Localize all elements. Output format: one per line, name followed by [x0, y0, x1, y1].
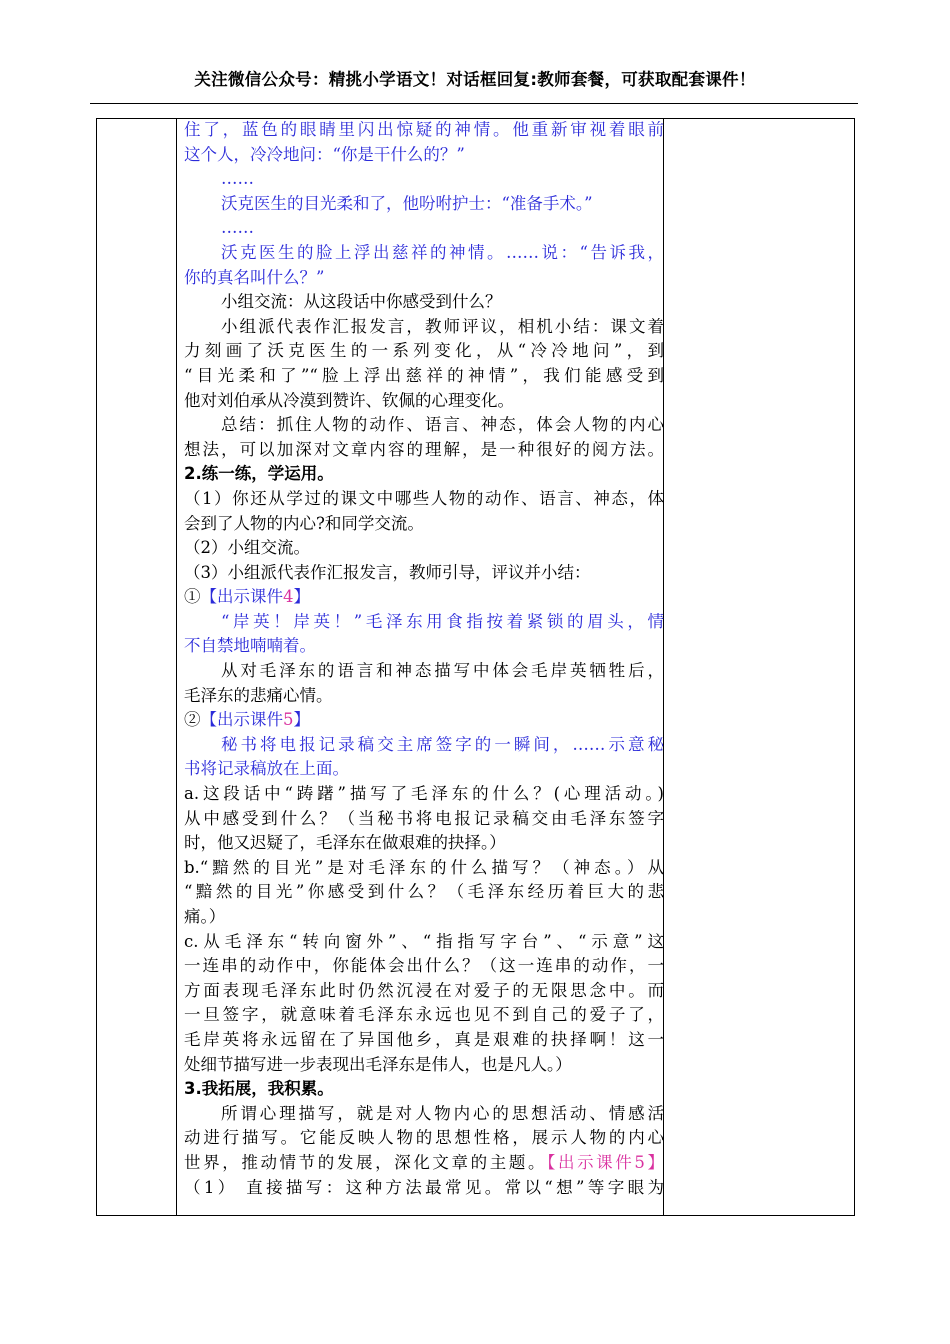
text-line: 沃克医生的目光柔和了，他吩咐护士：“准备手术。”: [221, 193, 593, 213]
text-line: 想法，可以加深对文章内容的理解，是一种很好的阅方法。: [184, 439, 664, 459]
text-line: 他对刘伯承从冷漠到赞许、钦佩的心理变化。: [184, 390, 514, 410]
text-line: 你的真名叫什么？”: [184, 267, 325, 287]
text-line: 秘书将电报记录稿交主席签字的一瞬间，……示意秘: [221, 734, 664, 754]
text-line: ……: [221, 218, 254, 238]
text-line: c.从毛泽东“转向窗外”、“指指写字台”、“示意”这: [184, 931, 664, 951]
text-line: b.“黯然的目光”是对毛泽东的什么描写？（神态。）从: [184, 857, 664, 877]
header-divider: [90, 103, 858, 104]
text-line: 一连串的动作中，你能体会出什么？（这一连串的动作，一: [184, 956, 664, 976]
text-line: 从中感受到什么？（当秘书将电报记录稿交由毛泽东签字: [184, 808, 664, 828]
text-line: a.这段话中“踌躇”描写了毛泽东的什么？(心理活动。): [184, 784, 664, 804]
text-line: 一旦签字，就意味着毛泽东永远也见不到自己的爱子了，: [184, 1005, 664, 1025]
text-span: ②: [184, 710, 201, 730]
text-line: 总结：抓住人物的动作、语言、神态，体会人物的内心: [221, 415, 664, 435]
text-line: “目光柔和了”“脸上浮出慈祥的神情”，我们能感受到: [184, 365, 664, 385]
text-span: 5: [283, 710, 294, 730]
text-line: 处细节描写进一步表现出毛泽东是伟人，也是凡人。）: [184, 1054, 572, 1074]
text-line: 会到了人物的内心?和同学交流。: [184, 513, 424, 533]
text-line: 所谓心理描写，就是对人物内心的思想活动、情感活: [221, 1103, 664, 1123]
text-line: 方面表现毛泽东此时仍然沉浸在对爱子的无限思念中。而: [184, 980, 664, 1000]
text-span: 【出示课件: [200, 587, 283, 607]
text-line: “岸英！岸英！”毛泽东用食指按着紧锁的眉头，情: [221, 611, 664, 631]
text-line: 力刻画了沃克医生的一系列变化，从“冷冷地问”，到: [184, 341, 664, 361]
text-line: 时，他又迟疑了，毛泽东在做艰难的抉择。）: [184, 833, 506, 853]
text-span: 】: [644, 1152, 665, 1172]
text-span: 】: [293, 710, 310, 730]
text-span: 【出示课件: [547, 1152, 635, 1172]
lesson-content-column: [184, 118, 664, 1200]
text-line: （2）小组交流。: [184, 538, 310, 558]
text-line: [184, 1151, 664, 1176]
text-line: （1） 直接描写：这种方法最常见。常以“想”等字眼为: [184, 1177, 664, 1197]
text-span: 【出示课件: [200, 710, 283, 730]
column-divider-left: [176, 119, 177, 1215]
text-line: 动进行描写。它能反映人物的思想性格，展示人物的内心: [184, 1128, 664, 1148]
text-span: 】: [293, 587, 310, 607]
text-line: 毛泽东的悲痛心情。: [184, 685, 333, 705]
text-line: [184, 585, 664, 610]
text-line: [184, 708, 664, 733]
text-line: 这个人，冷冷地问：“你是干什么的？”: [184, 144, 465, 164]
text-span: 5: [634, 1152, 645, 1172]
text-line: 小组派代表作汇报发言，教师评议，相机小结：课文着: [221, 316, 664, 336]
page-header-notice: 关注微信公众号：精挑小学语文！对话框回复:教师套餐，可获取配套课件！: [194, 70, 756, 89]
text-line: （1）你还从学过的课文中哪些人物的动作、语言、神态，体: [184, 488, 664, 508]
text-span: ①: [184, 587, 201, 607]
text-line: 小组交流：从这段话中你感受到什么？: [221, 292, 502, 312]
text-line: ……: [221, 169, 254, 189]
text-line: 毛岸英将永远留在了异国他乡，真是艰难的抉择啊！这一: [184, 1029, 664, 1049]
text-line: 书将记录稿放在上面。: [184, 759, 349, 779]
text-span: 4: [283, 587, 294, 607]
text-line: 沃克医生的脸上浮出慈祥的神情。……说：“告诉我，: [221, 242, 664, 262]
text-line: 住了，蓝色的眼睛里闪出惊疑的神情。他重新审视着眼前: [184, 120, 664, 139]
text-line: 2.练一练，学运用。: [184, 464, 334, 484]
text-line: “黯然的目光”你感受到什么？（毛泽东经历着巨大的悲: [184, 882, 664, 902]
text-line: （3）小组派代表作汇报发言，教师引导，评议并小结：: [184, 562, 591, 582]
text-line: 不自禁地喃喃着。: [184, 636, 316, 656]
text-span: 世界，推动情节的发展，深化文章的主题。: [184, 1152, 548, 1172]
text-line: 3.我拓展，我积累。: [184, 1079, 334, 1099]
text-line: 痛。）: [184, 907, 226, 926]
text-line: 从对毛泽东的语言和神态描写中体会毛岸英牺牲后，: [221, 661, 664, 681]
